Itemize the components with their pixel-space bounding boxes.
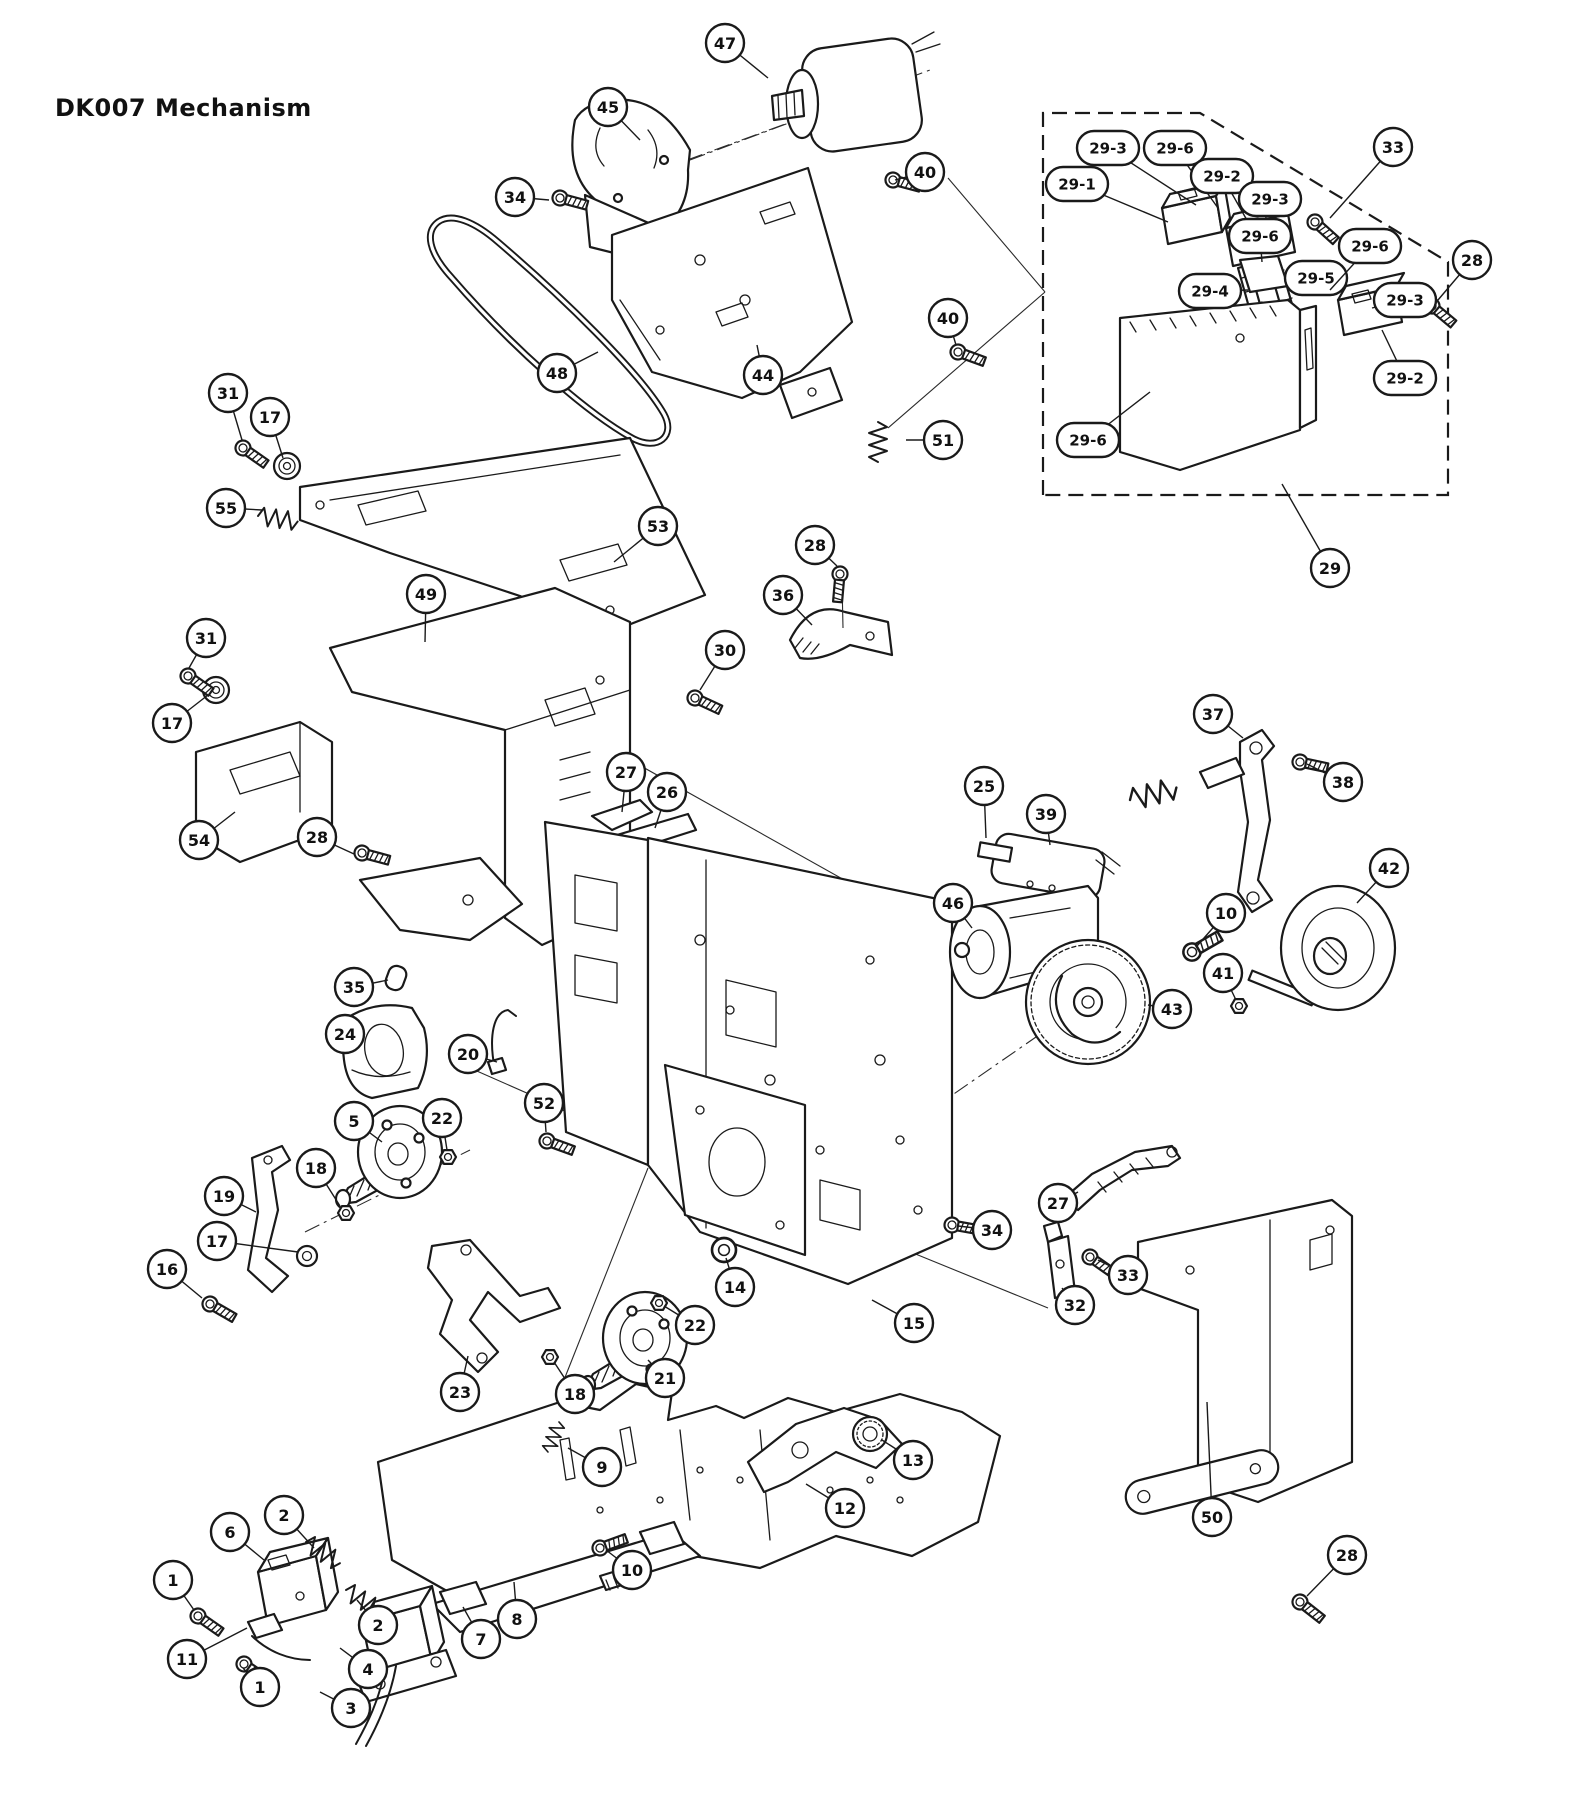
svg-text:29-6: 29-6 <box>1156 139 1194 158</box>
callout-35-28 <box>796 526 837 566</box>
svg-text:3: 3 <box>345 1698 357 1718</box>
svg-text:28: 28 <box>1335 1545 1359 1565</box>
callout-71-6 <box>211 1513 264 1560</box>
callout-24-17 <box>251 398 289 458</box>
svg-text:22: 22 <box>683 1315 707 1335</box>
svg-text:31: 31 <box>194 628 218 648</box>
svg-text:14: 14 <box>723 1277 747 1297</box>
svg-text:28: 28 <box>305 827 329 847</box>
svg-text:28: 28 <box>1460 250 1484 270</box>
svg-text:34: 34 <box>980 1220 1004 1240</box>
callout-70-2 <box>265 1496 314 1548</box>
svg-text:45: 45 <box>596 97 620 117</box>
svg-text:35: 35 <box>342 977 366 997</box>
callout-60-16 <box>148 1250 202 1298</box>
callout-28-31 <box>187 619 225 668</box>
svg-text:42: 42 <box>1377 858 1401 878</box>
svg-text:23: 23 <box>448 1382 472 1402</box>
part-arm-27b <box>1062 1146 1180 1210</box>
svg-text:10: 10 <box>620 1560 644 1580</box>
callout-51-35 <box>335 968 388 1006</box>
svg-text:25: 25 <box>972 776 996 796</box>
callout-63-21 <box>646 1359 684 1397</box>
svg-text:27: 27 <box>1046 1193 1070 1213</box>
svg-text:29-3: 29-3 <box>1089 139 1127 158</box>
callout-0-47 <box>706 24 768 78</box>
svg-text:34: 34 <box>503 187 527 207</box>
callout-59-17 <box>198 1222 298 1260</box>
svg-text:29-6: 29-6 <box>1351 237 1389 256</box>
svg-text:27: 27 <box>614 762 638 782</box>
callout-38-38 <box>1307 763 1362 801</box>
callout-46-27 <box>1039 1184 1078 1222</box>
svg-text:20: 20 <box>456 1044 480 1064</box>
svg-text:2: 2 <box>278 1505 290 1525</box>
svg-text:19: 19 <box>212 1186 236 1206</box>
svg-text:29-1: 29-1 <box>1058 175 1096 194</box>
callout-64-18 <box>554 1362 594 1413</box>
svg-text:9: 9 <box>596 1457 608 1477</box>
svg-text:32: 32 <box>1063 1295 1087 1315</box>
callout-29-17 <box>153 695 208 742</box>
svg-text:13: 13 <box>901 1450 925 1470</box>
svg-text:1: 1 <box>167 1570 179 1590</box>
callout-19-29-3 <box>1372 283 1436 317</box>
svg-text:4: 4 <box>362 1659 374 1679</box>
svg-text:6: 6 <box>224 1522 236 1542</box>
svg-text:29-3: 29-3 <box>1386 291 1424 310</box>
part-bushing-35 <box>383 964 408 993</box>
svg-text:22: 22 <box>430 1108 454 1128</box>
callout-25-55 <box>207 489 262 527</box>
part-main-chassis <box>545 822 952 1284</box>
svg-text:52: 52 <box>532 1093 556 1113</box>
callout-22-29 <box>1282 484 1349 587</box>
svg-text:55: 55 <box>214 498 238 518</box>
callout-44-42 <box>1357 849 1408 903</box>
svg-text:28: 28 <box>803 535 827 555</box>
svg-text:29-5: 29-5 <box>1297 269 1335 288</box>
svg-text:17: 17 <box>258 407 282 427</box>
part-flywheel-42 <box>1249 886 1395 1010</box>
callout-36-30 <box>700 631 744 690</box>
svg-text:49: 49 <box>414 584 438 604</box>
callout-72-1 <box>154 1561 194 1610</box>
svg-text:24: 24 <box>333 1024 357 1044</box>
page-title: DK007 Mechanism <box>55 94 312 122</box>
callout-50-15 <box>872 1300 933 1342</box>
svg-text:29-6: 29-6 <box>1241 227 1279 246</box>
callout-34-36 <box>764 576 812 625</box>
svg-text:10: 10 <box>1214 903 1238 923</box>
svg-text:46: 46 <box>941 893 965 913</box>
svg-text:47: 47 <box>713 33 737 53</box>
part-gear-43 <box>1026 940 1150 1064</box>
svg-text:43: 43 <box>1160 999 1184 1019</box>
svg-text:36: 36 <box>771 585 795 605</box>
svg-text:29-4: 29-4 <box>1191 282 1229 301</box>
callout-2-34 <box>496 178 549 216</box>
callout-73-11 <box>168 1628 247 1678</box>
part-arm-23 <box>428 1240 560 1372</box>
callout-17-29-4 <box>1179 274 1248 308</box>
svg-text:11: 11 <box>175 1649 199 1669</box>
svg-text:44: 44 <box>751 365 775 385</box>
callout-7-51 <box>906 421 962 459</box>
svg-text:38: 38 <box>1331 772 1355 792</box>
svg-text:50: 50 <box>1200 1507 1224 1527</box>
callout-76-4 <box>340 1648 387 1688</box>
svg-text:7: 7 <box>475 1629 487 1649</box>
callout-31-28 <box>298 818 354 856</box>
svg-text:21: 21 <box>653 1368 677 1388</box>
svg-text:51: 51 <box>931 430 955 450</box>
callout-61-14 <box>716 1258 754 1306</box>
svg-text:31: 31 <box>216 383 240 403</box>
callout-57-18 <box>297 1149 340 1206</box>
svg-text:37: 37 <box>1201 704 1225 724</box>
callout-58-19 <box>205 1177 256 1215</box>
svg-text:29-2: 29-2 <box>1203 167 1241 186</box>
svg-text:41: 41 <box>1211 963 1235 983</box>
svg-text:54: 54 <box>187 830 211 850</box>
svg-text:53: 53 <box>646 516 670 536</box>
callout-81-28 <box>1307 1536 1366 1596</box>
callout-20-29-2 <box>1374 330 1436 395</box>
part-latch-lever <box>360 858 522 940</box>
svg-text:18: 18 <box>304 1158 328 1178</box>
svg-text:39: 39 <box>1034 804 1058 824</box>
svg-text:5: 5 <box>348 1111 360 1131</box>
callout-49-32 <box>1056 1286 1094 1324</box>
svg-text:40: 40 <box>913 162 937 182</box>
callout-45-43 <box>1148 990 1191 1028</box>
svg-text:40: 40 <box>936 308 960 328</box>
callout-54-52 <box>525 1084 563 1132</box>
svg-text:2: 2 <box>372 1615 384 1635</box>
svg-text:30: 30 <box>713 640 737 660</box>
svg-text:16: 16 <box>155 1259 179 1279</box>
svg-text:29: 29 <box>1318 558 1342 578</box>
part-hook-20 <box>488 1010 516 1074</box>
svg-text:48: 48 <box>545 363 569 383</box>
svg-text:29-3: 29-3 <box>1251 190 1289 209</box>
part-lever-19 <box>248 1146 290 1292</box>
part-lever-37 <box>1200 730 1274 912</box>
svg-text:33: 33 <box>1381 137 1405 157</box>
svg-text:12: 12 <box>833 1498 857 1518</box>
callout-74-1 <box>241 1668 279 1706</box>
part-switch-6 <box>258 1538 338 1626</box>
svg-text:33: 33 <box>1116 1265 1140 1285</box>
svg-text:17: 17 <box>160 713 184 733</box>
svg-text:29-6: 29-6 <box>1069 431 1107 450</box>
callout-37-37 <box>1194 695 1243 738</box>
callout-4-48 <box>538 352 598 392</box>
callout-8-33 <box>1330 128 1412 218</box>
callout-6-40 <box>929 299 967 345</box>
callout-39-25 <box>965 767 1003 838</box>
part-spring-51 <box>869 422 887 462</box>
svg-text:29-2: 29-2 <box>1386 369 1424 388</box>
callout-23-31 <box>209 374 247 440</box>
callout-52-24 <box>326 1015 364 1053</box>
callout-77-3 <box>320 1689 370 1727</box>
svg-text:8: 8 <box>511 1609 523 1629</box>
svg-text:1: 1 <box>254 1677 266 1697</box>
callout-43-41 <box>1204 954 1242 1000</box>
callout-16-29-5 <box>1285 261 1347 295</box>
svg-text:15: 15 <box>902 1313 926 1333</box>
callout-9-28 <box>1438 241 1491 300</box>
part-bottom-plate-8 <box>378 1384 1000 1604</box>
part-bracket-50 <box>1122 1200 1352 1517</box>
svg-text:17: 17 <box>205 1231 229 1251</box>
svg-text:18: 18 <box>563 1384 587 1404</box>
svg-text:26: 26 <box>655 782 679 802</box>
